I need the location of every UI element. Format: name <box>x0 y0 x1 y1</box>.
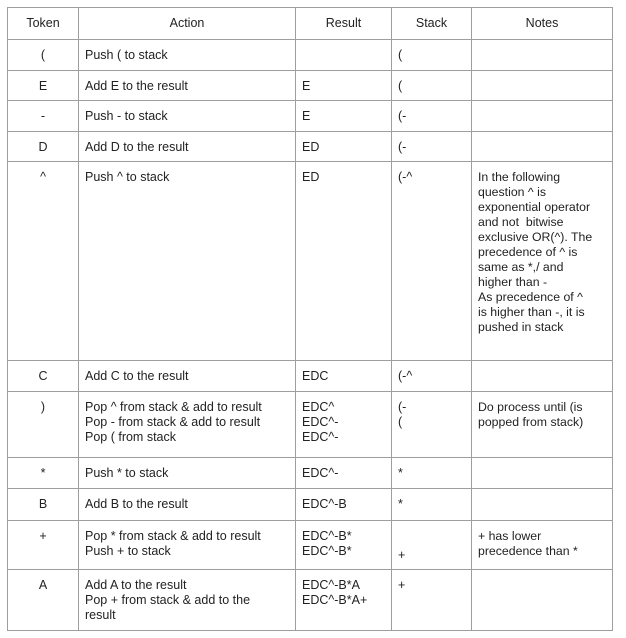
table-row <box>8 392 613 458</box>
result-cell: E <box>296 101 392 132</box>
action-cell: Push * to stack <box>79 458 296 489</box>
action-cell: Add A to the result Pop + from stack & add to the result <box>79 570 296 631</box>
notes-cell <box>472 40 613 71</box>
header-notes: Notes <box>472 8 613 40</box>
table-row <box>8 71 613 101</box>
notes-cell: + has lower precedence than * <box>472 521 613 570</box>
table-row <box>8 521 613 570</box>
action-cell: Pop * from stack & add to result Push + to stack <box>79 521 296 570</box>
stack-cell: ( <box>392 40 472 71</box>
notes-cell <box>472 132 613 162</box>
result-cell: EDC^- <box>296 458 392 489</box>
token-cell: B <box>8 489 79 521</box>
token-cell: ( <box>8 40 79 71</box>
result-cell <box>296 40 392 71</box>
table-row <box>8 101 613 132</box>
notes-cell <box>472 489 613 521</box>
result-cell: EDC^ EDC^- EDC^- <box>296 392 392 458</box>
result-cell: EDC^-B <box>296 489 392 521</box>
token-cell: E <box>8 71 79 101</box>
result-cell: E <box>296 71 392 101</box>
table-row <box>8 162 613 361</box>
stack-cell: (-^ <box>392 361 472 392</box>
header-result: Result <box>296 8 392 40</box>
notes-cell <box>472 71 613 101</box>
stack-cell: (-^ <box>392 162 472 361</box>
result-cell: EDC^-B* EDC^-B* <box>296 521 392 570</box>
header-row <box>8 8 613 40</box>
action-cell: Add C to the result <box>79 361 296 392</box>
table-row <box>8 489 613 521</box>
stack-cell: + <box>392 521 472 570</box>
table-row <box>8 458 613 489</box>
stack-cell: (- <box>392 101 472 132</box>
header-token: Token <box>8 8 79 40</box>
stack-cell: + <box>392 570 472 631</box>
action-cell: Push - to stack <box>79 101 296 132</box>
action-cell: Add D to the result <box>79 132 296 162</box>
stack-cell: (- <box>392 132 472 162</box>
token-cell: + <box>8 521 79 570</box>
token-cell: A <box>8 570 79 631</box>
notes-cell <box>472 570 613 631</box>
token-cell: C <box>8 361 79 392</box>
token-cell: ^ <box>8 162 79 361</box>
result-cell: ED <box>296 132 392 162</box>
stack-cell: * <box>392 489 472 521</box>
result-cell: EDC^-B*A EDC^-B*A+ <box>296 570 392 631</box>
infix-to-postfix-table <box>7 7 613 631</box>
table-row <box>8 40 613 71</box>
action-cell: Push ^ to stack <box>79 162 296 361</box>
table-row <box>8 570 613 631</box>
notes-cell <box>472 361 613 392</box>
token-cell: * <box>8 458 79 489</box>
result-cell: EDC <box>296 361 392 392</box>
token-cell: D <box>8 132 79 162</box>
header-stack: Stack <box>392 8 472 40</box>
stack-cell: (- ( <box>392 392 472 458</box>
header-action: Action <box>79 8 296 40</box>
action-cell: Pop ^ from stack & add to result Pop - from stack & add to result Pop ( from stack <box>79 392 296 458</box>
token-cell: - <box>8 101 79 132</box>
notes-cell: Do process until (is popped from stack) <box>472 392 613 458</box>
result-cell: ED <box>296 162 392 361</box>
table-row <box>8 361 613 392</box>
token-cell: ) <box>8 392 79 458</box>
action-cell: Push ( to stack <box>79 40 296 71</box>
notes-cell <box>472 101 613 132</box>
action-cell: Add B to the result <box>79 489 296 521</box>
action-cell: Add E to the result <box>79 71 296 101</box>
notes-cell <box>472 458 613 489</box>
stack-cell: * <box>392 458 472 489</box>
table-row <box>8 132 613 162</box>
stack-cell: ( <box>392 71 472 101</box>
notes-cell: In the following question ^ is exponential operator and not bitwise exclusive OR(^). The precedence of ^ is same as *,/ and higher than - As precedence of ^ is higher than -, it is pushed in stack <box>472 162 613 361</box>
